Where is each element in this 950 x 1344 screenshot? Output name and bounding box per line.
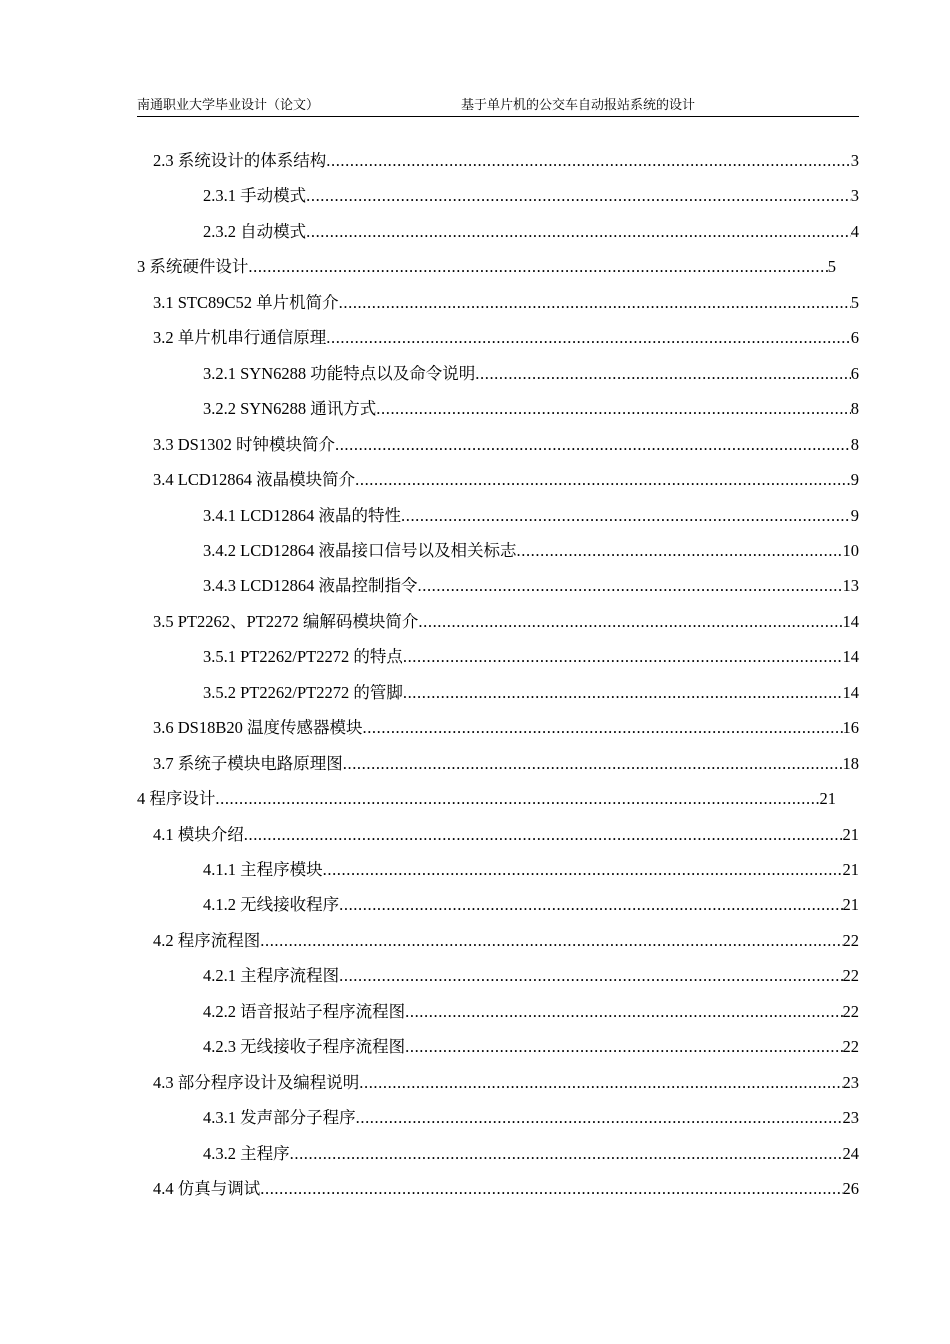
toc-entry-page-number: 6: [850, 328, 859, 347]
toc-dot-leader: [475, 357, 850, 391]
toc-entry-title: 4.1.1 主程序模块: [203, 860, 323, 879]
toc-entry[interactable]: [203, 499, 859, 533]
toc-entry[interactable]: [203, 534, 859, 568]
toc-entry-page-number: 8: [850, 435, 859, 454]
toc-entry-page-number: 21: [842, 860, 859, 879]
toc-entry-title: 4.1 模块介绍: [153, 825, 244, 844]
toc-entry[interactable]: [137, 782, 836, 816]
toc-entry-page-number: 5: [850, 293, 859, 312]
toc-entry-title: 4.4 仿真与调试: [153, 1179, 261, 1198]
toc-dot-leader: [244, 818, 843, 852]
toc-entry-title: 3 系统硬件设计: [137, 257, 249, 276]
toc-dot-leader: [260, 924, 842, 958]
toc-entry-title: 3.4 LCD12864 液晶模块简介: [153, 470, 356, 489]
toc-entry-title: 4.3.2 主程序: [203, 1144, 290, 1163]
toc-entry-page-number: 14: [842, 647, 859, 666]
toc-dot-leader: [290, 1137, 843, 1171]
toc-entry[interactable]: [203, 995, 859, 1029]
toc-entry-page-number: 23: [842, 1073, 859, 1092]
toc-dot-leader: [405, 995, 842, 1029]
toc-entry-page-number: 9: [850, 470, 859, 489]
toc-entry-title: 2.3.2 自动模式: [203, 222, 307, 241]
toc-entry-page-number: 8: [850, 399, 859, 418]
toc-entry[interactable]: [153, 747, 859, 781]
toc-entry-page-number: 21: [819, 789, 836, 808]
toc-entry-page-number: 21: [842, 895, 859, 914]
toc-entry[interactable]: [203, 959, 859, 993]
toc-entry-page-number: 14: [842, 612, 859, 631]
toc-entry-page-number: 6: [850, 364, 859, 383]
toc-entry[interactable]: [203, 215, 859, 249]
toc-dot-leader: [326, 144, 851, 178]
toc-entry-title: 3.2.2 SYN6288 通讯方式: [203, 399, 377, 418]
toc-dot-leader: [356, 1101, 843, 1135]
toc-entry[interactable]: [153, 428, 859, 462]
toc-entry-title: 4.1.2 无线接收程序: [203, 895, 340, 914]
toc-entry[interactable]: [203, 888, 859, 922]
toc-entry-page-number: 3: [850, 151, 859, 170]
toc-dot-leader: [403, 640, 843, 674]
toc-entry[interactable]: [153, 605, 859, 639]
toc-entry-title: 3.4.1 LCD12864 液晶的特性: [203, 506, 401, 525]
toc-entry-page-number: 14: [842, 683, 859, 702]
toc-entry[interactable]: [203, 1101, 859, 1135]
header-thesis-title: 基于单片机的公交车自动报站系统的设计: [461, 97, 696, 112]
toc-entry[interactable]: [203, 1030, 859, 1064]
toc-dot-leader: [339, 959, 842, 993]
toc-dot-leader: [362, 711, 842, 745]
toc-dot-leader: [405, 1030, 842, 1064]
toc-entry[interactable]: [137, 250, 836, 284]
toc-entry-page-number: 22: [842, 1037, 859, 1056]
toc-entry-page-number: 23: [842, 1108, 859, 1127]
toc-entry-title: 3.7 系统子模块电路原理图: [153, 754, 343, 773]
toc-entry-title: 4.2.2 语音报站子程序流程图: [203, 1002, 406, 1021]
toc-dot-leader: [335, 428, 851, 462]
toc-dot-leader: [248, 250, 827, 284]
toc-dot-leader: [401, 499, 851, 533]
toc-entry[interactable]: [153, 711, 859, 745]
toc-entry-page-number: 9: [850, 506, 859, 525]
page-header: [137, 96, 859, 117]
toc-entry-title: 4.2 程序流程图: [153, 931, 261, 950]
toc-entry[interactable]: [203, 569, 859, 603]
toc-dot-leader: [355, 463, 851, 497]
toc-entry[interactable]: [203, 392, 859, 426]
toc-entry-title: 3.6 DS18B20 温度传感器模块: [153, 718, 363, 737]
toc-entry[interactable]: [203, 640, 859, 674]
toc-dot-leader: [306, 215, 851, 249]
toc-entry-title: 4 程序设计: [137, 789, 216, 808]
toc-entry-page-number: 26: [842, 1179, 859, 1198]
toc-dot-leader: [215, 782, 819, 816]
toc-dot-leader: [323, 853, 843, 887]
toc-entry[interactable]: [153, 321, 859, 355]
toc-entry-title: 3.2 单片机串行通信原理: [153, 328, 327, 347]
toc-dot-leader: [418, 569, 843, 603]
toc-entry-title: 3.5 PT2262、PT2272 编解码模块简介: [153, 612, 419, 631]
toc-dot-leader: [376, 392, 850, 426]
toc-entry-title: 3.3 DS1302 时钟模块简介: [153, 435, 335, 454]
toc-dot-leader: [306, 179, 851, 213]
toc-entry-title: 4.2.3 无线接收子程序流程图: [203, 1037, 406, 1056]
toc-dot-leader: [339, 888, 842, 922]
toc-dot-leader: [517, 534, 843, 568]
toc-entry-page-number: 3: [850, 186, 859, 205]
toc-entry-page-number: 18: [842, 754, 859, 773]
toc-entry[interactable]: [203, 676, 859, 710]
toc-entry[interactable]: [153, 818, 859, 852]
toc-entry-page-number: 4: [850, 222, 859, 241]
toc-entry[interactable]: [203, 357, 859, 391]
toc-dot-leader: [339, 286, 851, 320]
toc-dot-leader: [326, 321, 851, 355]
toc-entry[interactable]: [153, 463, 859, 497]
toc-entry-title: 3.4.2 LCD12864 液晶接口信号以及相关标志: [203, 541, 517, 560]
toc-entry[interactable]: [153, 286, 859, 320]
toc-entry[interactable]: [153, 1172, 859, 1206]
toc-entry[interactable]: [153, 1066, 859, 1100]
toc-entry-title: 3.1 STC89C52 单片机简介: [153, 293, 339, 312]
toc-dot-leader: [359, 1066, 842, 1100]
toc-entry-page-number: 16: [842, 718, 859, 737]
toc-entry-page-number: 10: [842, 541, 859, 560]
toc-dot-leader: [343, 747, 843, 781]
toc-dot-leader: [260, 1172, 842, 1206]
toc-entry-title: 2.3 系统设计的体系结构: [153, 151, 327, 170]
toc-entry-page-number: 22: [842, 931, 859, 950]
toc-entry[interactable]: [203, 853, 859, 887]
toc-entry-page-number: 24: [842, 1144, 859, 1163]
toc-entry-page-number: 22: [842, 1002, 859, 1021]
toc-dot-leader: [418, 605, 842, 639]
toc-entry-title: 4.3.1 发声部分子程序: [203, 1108, 356, 1127]
toc-dot-leader: [403, 676, 843, 710]
toc-entry-title: 3.2.1 SYN6288 功能特点以及命令说明: [203, 364, 476, 383]
toc-entry-title: 3.5.2 PT2262/PT2272 的管脚: [203, 683, 403, 702]
toc-entry-title: 4.2.1 主程序流程图: [203, 966, 340, 985]
toc-entry-page-number: 22: [842, 966, 859, 985]
toc-entry-page-number: 13: [842, 576, 859, 595]
toc-entry-title: 3.5.1 PT2262/PT2272 的特点: [203, 647, 403, 666]
toc-entry[interactable]: [153, 144, 859, 178]
toc-entry-title: 3.4.3 LCD12864 液晶控制指令: [203, 576, 418, 595]
toc-entry-page-number: 21: [842, 825, 859, 844]
toc-entry-page-number: 5: [827, 257, 836, 276]
header-thesis-label: 南通职业大学毕业设计（论文）: [137, 97, 320, 112]
toc-entry-title: 4.3 部分程序设计及编程说明: [153, 1073, 360, 1092]
toc-entry[interactable]: [203, 179, 859, 213]
toc-entry-title: 2.3.1 手动模式: [203, 186, 307, 205]
toc-entry[interactable]: [153, 924, 859, 958]
toc-entry[interactable]: [203, 1137, 859, 1171]
